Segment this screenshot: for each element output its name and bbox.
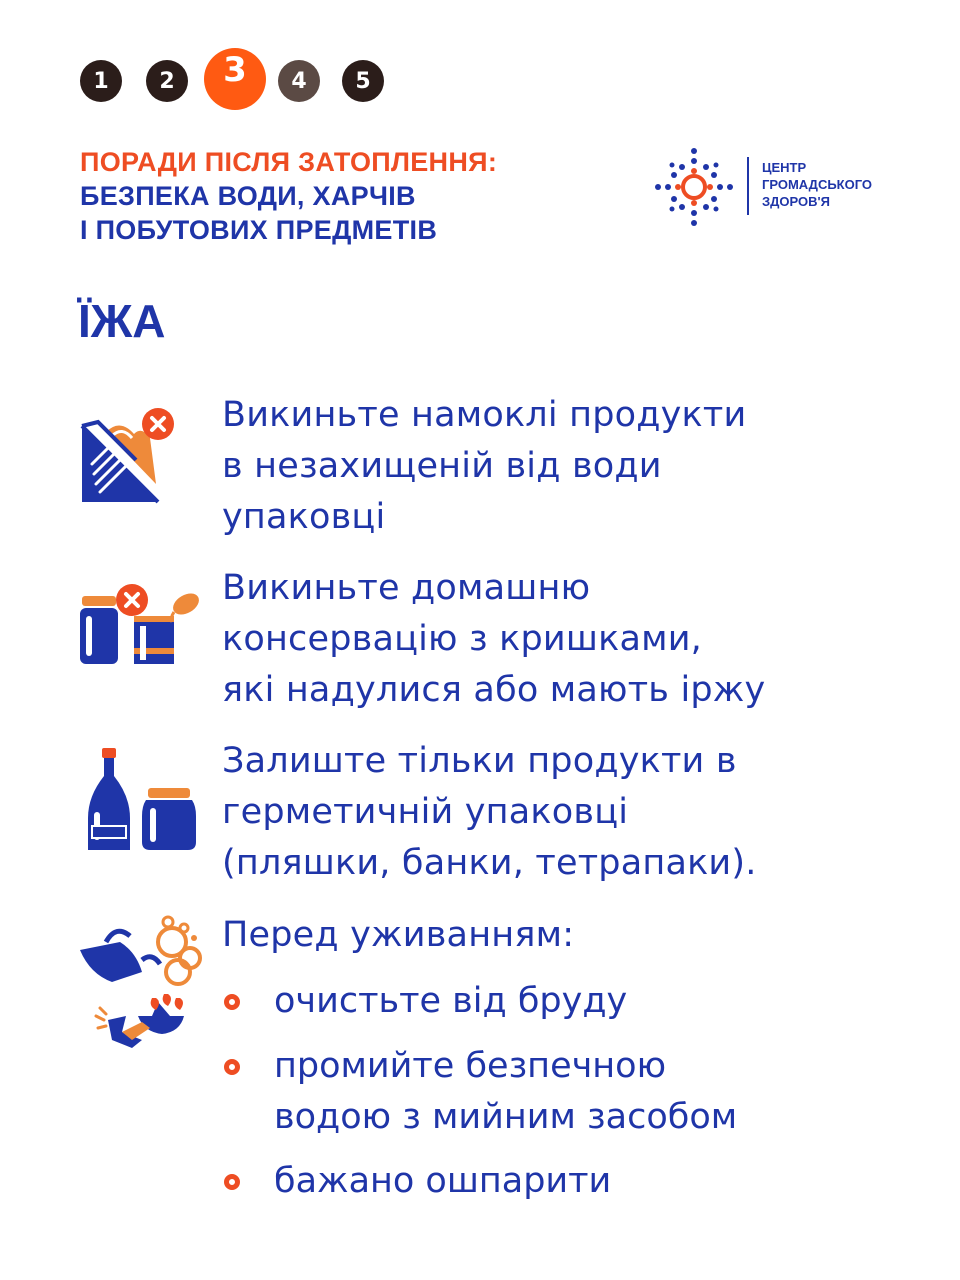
section-title: ЇЖА xyxy=(78,295,166,347)
tip-1-line-3: упаковці xyxy=(222,497,386,537)
step-1: 1 xyxy=(80,60,122,102)
tip-2-line-3: які надулися або мають іржу xyxy=(222,670,766,710)
washing-dishes-icon xyxy=(72,912,208,1062)
title-line-3: І ПОБУТОВИХ ПРЕДМЕТІВ xyxy=(80,215,438,245)
bullet-circle-icon xyxy=(224,1059,240,1075)
bullet-2-line-2: водою з мийним засобом xyxy=(274,1097,738,1137)
tip-2-text xyxy=(222,563,765,716)
jars-discard-icon xyxy=(78,582,204,668)
tip-2-line-1: Викиньте домашню xyxy=(222,568,591,608)
title-line-2: БЕЗПЕКА ВОДИ, ХАРЧІВ xyxy=(80,181,416,211)
bullet-text xyxy=(274,1156,611,1207)
step-3-active: 3 xyxy=(204,48,266,110)
tip-4-line-1: Перед уживанням: xyxy=(222,915,575,955)
bullet-1-line-1: очистьте від бруду xyxy=(274,981,628,1021)
wet-package-discard-icon xyxy=(76,404,180,508)
tip-3-line-3: (пляшки, банки, тетрапаки). xyxy=(222,843,757,883)
step-5: 5 xyxy=(342,60,384,102)
logo-line-3: ЗДОРОВ'Я xyxy=(762,194,830,209)
title-line-1: ПОРАДИ ПІСЛЯ ЗАТОПЛЕННЯ: xyxy=(80,147,498,177)
bullet-circle-icon xyxy=(224,1174,240,1190)
step-indicator xyxy=(80,48,400,108)
bottle-and-jar-icon xyxy=(78,746,198,856)
bullet-item xyxy=(222,1156,782,1207)
tip-3-text xyxy=(222,736,757,889)
bullet-text xyxy=(274,1041,737,1143)
tip-1-text xyxy=(222,390,746,543)
tip-1-line-2: в незахищеній від води xyxy=(222,446,662,486)
tip-1-line-1: Викиньте намоклі продукти xyxy=(222,395,747,435)
tip-3-line-2: герметичній упаковці xyxy=(222,792,629,832)
step-2: 2 xyxy=(146,60,188,102)
step-4: 4 xyxy=(278,60,320,102)
bullet-item xyxy=(222,1041,822,1143)
organization-logo xyxy=(652,145,892,229)
tip-4-text xyxy=(222,910,574,961)
page-title xyxy=(80,145,640,247)
logo-line-1: ЦЕНТР xyxy=(762,160,807,175)
logo-line-2: ГРОМАДСЬКОГО xyxy=(762,177,873,192)
bullet-3-line-1: бажано ошпарити xyxy=(274,1161,612,1201)
logo-text xyxy=(762,159,892,210)
bullet-2-line-1: промийте безпечною xyxy=(274,1046,667,1086)
public-health-center-logo-icon xyxy=(652,145,736,229)
bullet-item xyxy=(222,976,782,1027)
tip-3-line-1: Залиште тільки продукти в xyxy=(222,741,737,781)
logo-divider xyxy=(747,157,749,215)
bullet-circle-icon xyxy=(224,994,240,1010)
bullet-text xyxy=(274,976,627,1027)
tip-2-line-2: консервацію з кришками, xyxy=(222,619,702,659)
